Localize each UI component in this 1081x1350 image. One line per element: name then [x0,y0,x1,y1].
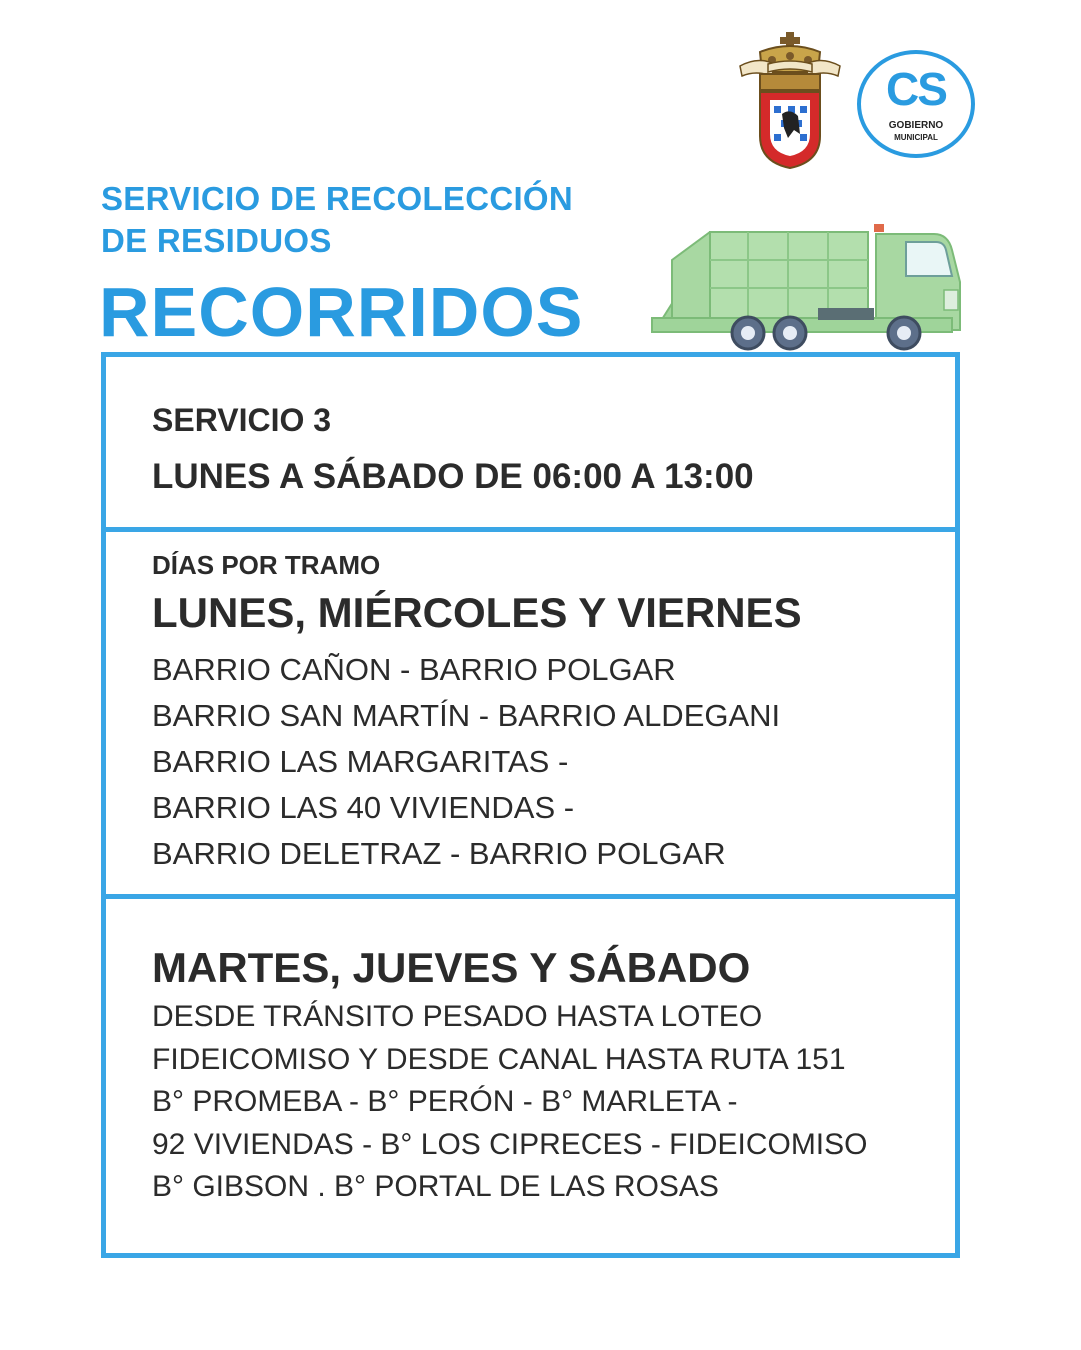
service-hours: LUNES A SÁBADO DE 06:00 A 13:00 [152,457,754,496]
group-2-neighborhood-list [152,996,868,1209]
list-item: FIDEICOMISO Y DESDE CANAL HASTA RUTA 151 [152,1042,846,1076]
list-item: BARRIO SAN MARTÍN - BARRIO ALDEGANI [152,698,781,733]
group-1-neighborhood-list [152,647,780,877]
route-panel-group-2 [101,894,960,1258]
page-title: RECORRIDOS [99,273,584,351]
list-item: BARRIO CAÑON - BARRIO POLGAR [152,652,676,687]
days-title: DÍAS POR TRAMO [152,550,381,580]
list-item: BARRIO LAS MARGARITAS - [152,744,569,779]
group-1-days: LUNES, MIÉRCOLES Y VIERNES [152,589,802,636]
list-item: BARRIO LAS 40 VIVIENDAS - [152,790,575,825]
cs-logo-line2: MUNICIPAL [894,133,938,142]
garbage-truck-icon [648,220,968,355]
cs-logo-letters: CS [886,63,946,115]
service-name: SERVICIO 3 [152,402,332,438]
service-panel [101,352,960,532]
group-2-days: MARTES, JUEVES Y SÁBADO [152,944,751,991]
list-item: B° GIBSON . B° PORTAL DE LAS ROSAS [152,1170,719,1203]
municipal-crest-logo [738,30,842,170]
service-subtitle [101,178,573,262]
route-panel-group-1 [101,527,960,899]
list-item: 92 VIVIENDAS - B° LOS CIPRECES - FIDEICOMISO [152,1127,868,1161]
subtitle-line1: SERVICIO DE RECOLECCIÓN [101,180,574,217]
list-item: DESDE TRÁNSITO PESADO HASTA LOTEO [152,1000,763,1033]
subtitle-line2: DE RESIDUOS [101,222,332,259]
list-item: B° PROMEBA - B° PERÓN - B° MARLETA - [152,1085,738,1118]
cs-logo-line1: GOBIERNO [888,120,944,131]
gobierno-municipal-logo [857,50,975,158]
list-item: BARRIO DELETRAZ - BARRIO POLGAR [152,836,726,871]
